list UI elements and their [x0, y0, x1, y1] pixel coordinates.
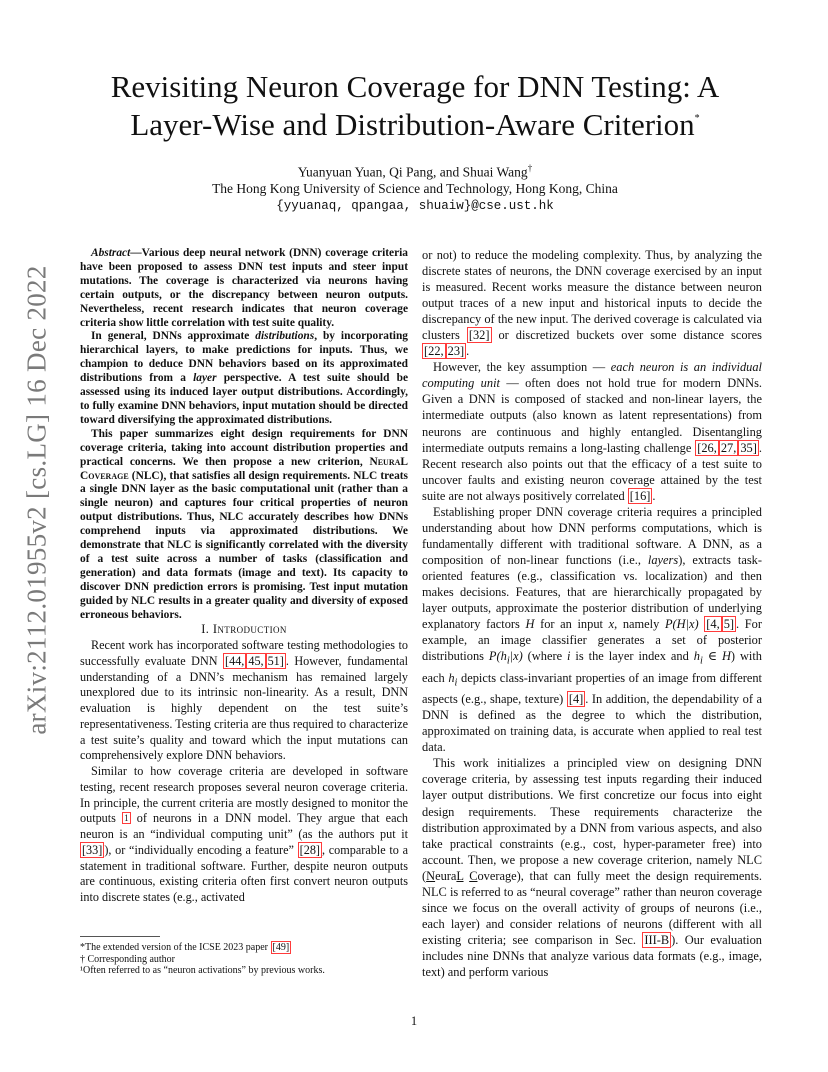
body-paragraph: Establishing proper DNN coverage criteria requires a principled understanding about how DNN performs computations, which is fundamentally different with traditional software. A DNN, as a composition of non-linear functions (i.e., layers), extracts task-oriented features (e.g., classification vs. localization) and then makes decisions. Features, that are hierarchically propagated by layer outputs, approximate the posterior distribution of underlying explanatory factors H for an input x, namely P(H|x) [4, 5] . For example, an image classifier generates a set of posterior distributions $P(h_i|x)$ (where i is the layer index and $h_i$ ∈ H) with each $h_i$ depicts class-invariant properties of an image from different aspects (e.g., shape, texture) [4] . In addition, the dependability of a DNN is defined as the degree to which the distribution, approximated on training data, is accurate when applied to real test data.	[422, 504, 762, 755]
citation-link[interactable]: 23]	[447, 344, 465, 359]
citation-link[interactable]: [4,	[706, 617, 720, 632]
section-link[interactable]: III-B	[644, 932, 670, 947]
citation-link[interactable]: [26,	[697, 440, 717, 455]
citation-link[interactable]: [4]	[568, 692, 584, 707]
citation-link[interactable]: [33]	[82, 842, 103, 857]
arxiv-sidebar	[22, 240, 52, 760]
citation-link[interactable]: 51]	[267, 653, 284, 668]
right-column	[422, 247, 762, 980]
footnotes: *The extended version of the ICSE 2023 paper [49] † Corresponding author ¹Often referred to as “neuron activations” by previous works.	[80, 936, 408, 977]
page-number: 1	[410, 1014, 418, 1028]
section-heading: I. Introduction	[201, 622, 287, 637]
arxiv-id: arXiv:2112.01955v2 [cs.LG] 16 Dec 2022	[21, 265, 52, 735]
paper-title: Revisiting Neuron Coverage for DNN Testing: A Layer-Wise and Distribution-Aware Criterion*	[110, 69, 720, 142]
citation-link[interactable]: [16]	[629, 488, 651, 503]
citation-link[interactable]: 27,	[720, 440, 737, 455]
citation-link[interactable]: [49]	[272, 942, 290, 953]
left-column	[80, 247, 408, 906]
citation-link[interactable]: 45,	[248, 653, 264, 668]
intro-paragraph: Recent work has incorporated software testing methodologies to successfully evaluate DNN [44, 45, 51] . However, fundamental understanding of a DNN’s mechanism has remained largely unexplored due to its intrinsic non-linearity. As a result, DNN evaluation is highly dependent on the test suite’s representativeness. Testing criteria are thus required to characterize a test suite’s quality and toward which the input mutations can comprehensively explore DNN behaviors.	[80, 638, 408, 763]
email: {yyuanaq, qpangaa, shuaiw}@cse.ust.hk	[276, 199, 554, 213]
body-paragraph: This work initializes a principled view on designing DNN coverage criteria, by assessing test inputs regarding their induced layer output distributions. We first concretize our focus into eight design requirements. These requirements characterize the distribution approximated by a DNN from various aspects, and also take practical constraints (e.g., cost, hyper-parameter free) into account. Then, we propose a new coverage criterion, namely NLC (NeuraL Coverage), that can fully meet the design requirements. NLC is referred to as “neural coverage” rather than neuron coverage since we focus on the overall activity of groups of neurons (i.e., each layer) and consider relations of neurons (different with all existing criteria; see comparison in Sec. III-B ). Our evaluation includes nine DNNs that analyze various data formats (e.g., image, text) and perform various	[422, 756, 762, 979]
footnote-link[interactable]: 1	[124, 813, 129, 824]
citation-link[interactable]: [32]	[468, 328, 490, 343]
authors: Yuanyuan Yuan, Qi Pang, and Shuai Wang†	[297, 163, 533, 180]
body-paragraph: or not) to reduce the modeling complexity. Thus, by analyzing the discrete states of neurons, the DNN coverage exercised by an input is measured. Recent works measure the distance between neuron output traces of a new input and historical inputs to decide the discrepancy of the new input. The derived coverage is calculated via clusters [32] or discretized buckets over some distance scores [22, 23] .	[422, 248, 762, 359]
affiliation: The Hong Kong University of Science and Technology, Hong Kong, China	[212, 181, 618, 196]
abstract: Abstract—Various deep neural network (DNN) coverage criteria have been proposed to assess DNN test inputs and steer input mutations. The coverage is characterized via neurons having certain outputs, or the discrepancy between neuron outputs. Nevertheless, recent research indicates that neuron coverage criteria show little correlation with test suite quality. In general, DNNs approximate distributions, by incorporating hierarchical layers, to make predictions for inputs. Thus, we champion to deduce DNN behaviors based on its approximated distributions from a layer perspective. A test suite should be assessed using its induced layer output distributions. Accordingly, to fully examine DNN behaviors, input mutation should be directed toward diversifying the approximated distributions. This paper summarizes eight design requirements for DNN coverage criteria, taking into account distribution properties and practical concerns. We then propose a new criterion, NeuraL Coverage (NLC), that satisfies all design requirements. NLC treats a single DNN layer as the basic computational unit (rather than a single neuron) and captures four critical properties of neuron output distributions. Thus, NLC accurately describes how DNNs comprehend inputs via approximated distributions. We demonstrate that NLC is significantly correlated with the diversity of a test suite across a number of tasks (classification and generation) and data formats (image and text). Its capacity to discover DNN prediction errors is promising. Test input mutation guided by NLC results in a greater quality and diversity of exposed erroneous behaviors.	[80, 247, 408, 621]
citation-link[interactable]: [22,	[424, 344, 444, 359]
citation-link[interactable]: 35]	[740, 440, 757, 455]
citation-link[interactable]: [28]	[299, 842, 320, 857]
citation-link[interactable]: [44,	[225, 653, 245, 668]
intro-paragraph: Similar to how coverage criteria are developed in software testing, recent research proposes several neuron coverage criteria. In principle, the current criteria are mostly designed to monitor the outputs $^1$ of neurons in a DNN model. They argue that each neuron is an “individual computing unit” (as the authors put it [33] ), or “individually encoding a feature” [28] , comparable to a statement in traditional software. Further, despite neuron outputs are continuous, existing criteria often first convert neuron outputs into discrete states (e.g., activated	[80, 764, 408, 905]
body-paragraph: However, the key assumption — each neuron is an individual computing unit — often does not hold true for modern DNNs. Given a DNN is composed of stacked and non-linear layers, the intermediate outputs (also known as latent representations) from neurons are continuous and highly entangled. Disentangling intermediate outputs remains a long-lasting challenge [26, 27, 35] . Recent research also points out that the efficacy of a test suite to uncover faults and existing neuron coverage attained by the test suite are not always positively correlated [16] .	[422, 360, 762, 503]
citation-link[interactable]: 5]	[723, 617, 735, 632]
